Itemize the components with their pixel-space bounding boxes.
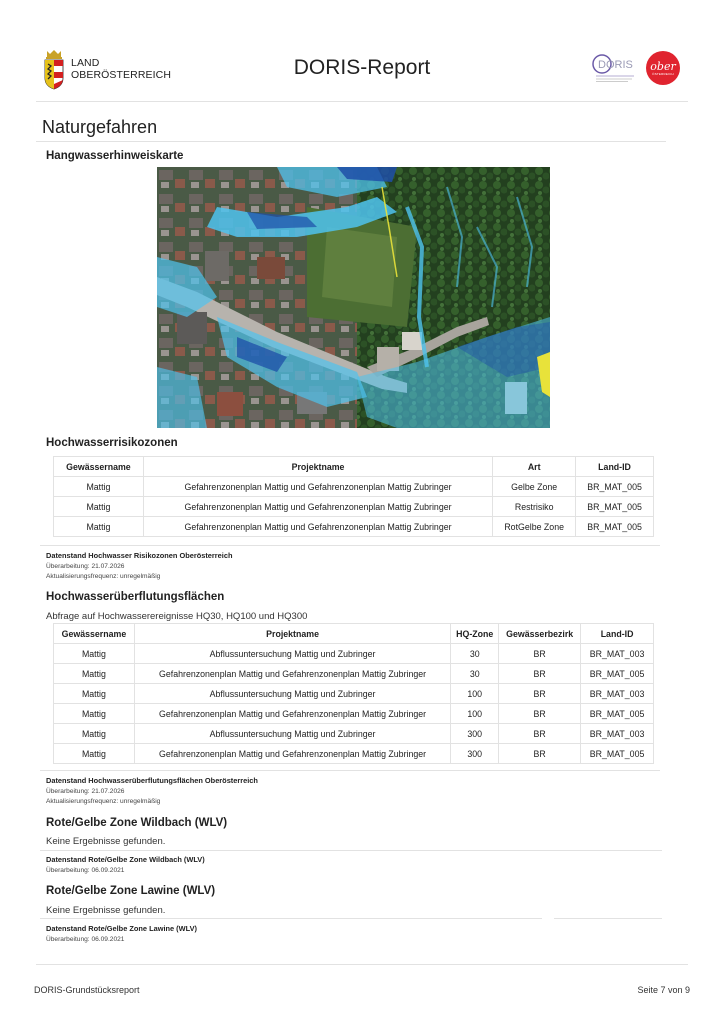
- risikozonen-meta-title: Datenstand Hochwasser Risikozonen Oberösterreich: [46, 551, 233, 560]
- table-row: [54, 644, 654, 664]
- table-cell: Mattig: [54, 724, 135, 744]
- lawine-no-results: Keine Ergebnisse gefunden.: [46, 905, 166, 916]
- table-cell: Gelbe Zone: [493, 477, 576, 497]
- table-cell: Mattig: [54, 684, 135, 704]
- table-cell: BR_MAT_003: [581, 644, 654, 664]
- table-header-row: [54, 457, 654, 477]
- table-cell: 100: [451, 684, 499, 704]
- table-cell: Mattig: [54, 497, 144, 517]
- table-cell: BR_MAT_003: [581, 724, 654, 744]
- table-cell: Abflussuntersuchung Mattig und Zubringer: [134, 724, 450, 744]
- ober-oesterreich-logo: [646, 51, 680, 85]
- meta-divider: [40, 770, 660, 771]
- lawine-meta-update: Überarbeitung: 06.09.2021: [46, 936, 125, 943]
- wildbach-no-results: Keine Ergebnisse gefunden.: [46, 836, 166, 847]
- table-cell: Mattig: [54, 517, 144, 537]
- table-cell: Mattig: [54, 744, 135, 764]
- table-cell: 30: [451, 664, 499, 684]
- report-header: [36, 44, 688, 102]
- column-header: Land-ID: [581, 624, 654, 644]
- table-row: [54, 684, 654, 704]
- ueberflutung-meta-update: Überarbeitung: 21.07.2026: [46, 788, 125, 795]
- table-cell: BR: [499, 664, 581, 684]
- wildbach-meta-title: Datenstand Rote/Gelbe Zone Wildbach (WLV): [46, 855, 205, 864]
- meta-divider: [40, 850, 662, 851]
- table-cell: BR_MAT_005: [576, 497, 654, 517]
- ueberflutung-meta-frequency: Aktualisierungsfrequenz: unregelmäßig: [46, 798, 161, 805]
- ueberflutung-abfrage-text: Abfrage auf Hochwasserereignisse HQ30, HQ100 und HQ300: [46, 611, 308, 622]
- table-header-row: [54, 624, 654, 644]
- doris-logo: [592, 52, 638, 84]
- land-logo-line2: OBERÖSTERREICH: [71, 69, 171, 81]
- table-cell: Mattig: [54, 644, 135, 664]
- table-cell: 30: [451, 644, 499, 664]
- column-header: HQ-Zone: [451, 624, 499, 644]
- table-cell: Abflussuntersuchung Mattig und Zubringer: [134, 644, 450, 664]
- table-cell: Gefahrenzonenplan Mattig und Gefahrenzonenplan Mattig Zubringer: [143, 497, 492, 517]
- table-cell: BR_MAT_005: [581, 744, 654, 764]
- table-row: [54, 724, 654, 744]
- risikozonen-meta-frequency: Aktualisierungsfrequenz: unregelmäßig: [46, 573, 161, 580]
- ueberflutung-meta-title: Datenstand Hochwasserüberflutungsflächen Oberösterreich: [46, 776, 258, 785]
- footer-divider: [36, 964, 688, 965]
- table-cell: BR: [499, 724, 581, 744]
- land-logo-line1: LAND: [71, 57, 100, 69]
- table-row: [54, 664, 654, 684]
- wildbach-meta-update: Überarbeitung: 06.09.2021: [46, 867, 125, 874]
- ueberflutung-heading: Hochwasserüberflutungsflächen: [46, 591, 225, 603]
- footer-report-name: DORIS-Grundstücksreport: [34, 985, 140, 995]
- table-row: [54, 704, 654, 724]
- ober-logo-text: ober: [650, 59, 676, 73]
- column-header: Land-ID: [576, 457, 654, 477]
- meta-divider: [40, 545, 660, 546]
- column-header: Art: [493, 457, 576, 477]
- table-cell: Gefahrenzonenplan Mattig und Gefahrenzonenplan Mattig Zubringer: [143, 477, 492, 497]
- column-header: Projektname: [134, 624, 450, 644]
- table-cell: BR: [499, 644, 581, 664]
- table-cell: RotGelbe Zone: [493, 517, 576, 537]
- table-cell: 100: [451, 704, 499, 724]
- table-row: [54, 497, 654, 517]
- table-row: [54, 517, 654, 537]
- column-header: Gewässername: [54, 624, 135, 644]
- meta-divider: [554, 918, 662, 919]
- hangwasser-heading: Hangwasserhinweiskarte: [46, 150, 184, 162]
- risikozonen-heading: Hochwasserrisikozonen: [46, 437, 178, 449]
- table-cell: Gefahrenzonenplan Mattig und Gefahrenzonenplan Mattig Zubringer: [134, 664, 450, 684]
- table-cell: Gefahrenzonenplan Mattig und Gefahrenzonenplan Mattig Zubringer: [143, 517, 492, 537]
- table-cell: Restrisiko: [493, 497, 576, 517]
- table-cell: BR_MAT_003: [581, 684, 654, 704]
- table-cell: Mattig: [54, 664, 135, 684]
- ober-logo-subtext: ÖSTERREICH: [652, 71, 674, 76]
- table-cell: Abflussuntersuchung Mattig und Zubringer: [134, 684, 450, 704]
- table-cell: BR_MAT_005: [576, 477, 654, 497]
- lawine-heading: Rote/Gelbe Zone Lawine (WLV): [46, 885, 216, 897]
- column-header: Gewässerbezirk: [499, 624, 581, 644]
- hangwasser-map-image: [157, 167, 550, 428]
- table-cell: BR: [499, 704, 581, 724]
- table-cell: Gefahrenzonenplan Mattig und Gefahrenzonenplan Mattig Zubringer: [134, 744, 450, 764]
- report-title: DORIS-Report: [293, 56, 431, 79]
- table-cell: BR_MAT_005: [581, 704, 654, 724]
- table-cell: BR: [499, 684, 581, 704]
- footer-page-number: Seite 7 von 9: [637, 985, 690, 995]
- table-cell: Gefahrenzonenplan Mattig und Gefahrenzonenplan Mattig Zubringer: [134, 704, 450, 724]
- ueberflutung-table: [53, 623, 654, 764]
- table-row: [54, 477, 654, 497]
- meta-divider: [40, 918, 542, 919]
- doris-logo-text: DORIS: [598, 59, 633, 71]
- table-cell: 300: [451, 724, 499, 744]
- table-row: [54, 744, 654, 764]
- table-cell: Mattig: [54, 704, 135, 724]
- risikozonen-table: [53, 456, 654, 537]
- wildbach-heading: Rote/Gelbe Zone Wildbach (WLV): [46, 817, 228, 829]
- risikozonen-meta-update: Überarbeitung: 21.07.2026: [46, 563, 125, 570]
- table-cell: BR_MAT_005: [581, 664, 654, 684]
- table-cell: Mattig: [54, 477, 144, 497]
- table-cell: BR: [499, 744, 581, 764]
- column-header: Gewässername: [54, 457, 144, 477]
- section-divider: [36, 141, 666, 142]
- column-header: Projektname: [143, 457, 492, 477]
- lawine-meta-title: Datenstand Rote/Gelbe Zone Lawine (WLV): [46, 924, 197, 933]
- table-cell: BR_MAT_005: [576, 517, 654, 537]
- table-cell: 300: [451, 744, 499, 764]
- section-title: Naturgefahren: [42, 117, 158, 137]
